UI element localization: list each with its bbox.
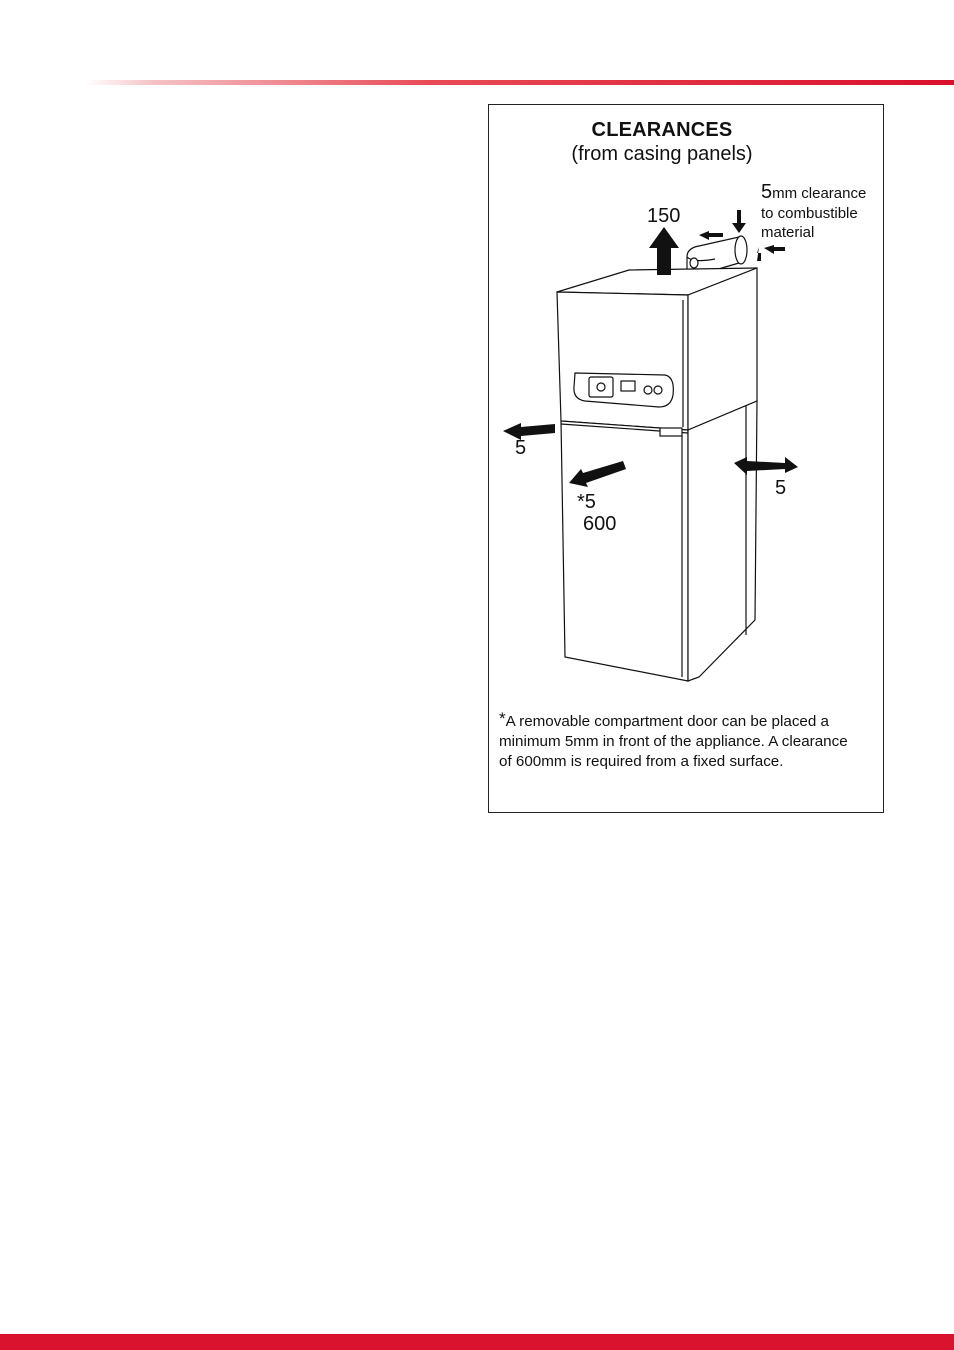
footnote-line3: of 600mm is required from a fixed surface. <box>499 753 784 770</box>
flue-clearance-note <box>761 183 885 243</box>
figure-subtitle: (from casing panels) <box>571 143 753 165</box>
label-front-star-clearance: *5 <box>577 491 596 513</box>
clearances-figure <box>488 104 884 813</box>
footnote-line2: minimum 5mm in front of the appliance. A clearance <box>499 733 848 750</box>
flue-clearance-value: 5 <box>761 181 773 203</box>
figure-footnote <box>499 709 881 772</box>
footnote-line1: A removable compartment door can be placed a <box>505 713 829 730</box>
arrow-up-icon <box>649 227 679 275</box>
footnote-star: * <box>499 709 506 728</box>
label-top-clearance: 150 <box>647 205 681 227</box>
label-right-clearance: 5 <box>775 477 787 499</box>
figure-title: CLEARANCES <box>591 119 733 141</box>
flue-note-line1: mm clearance <box>772 185 867 202</box>
footer-band <box>0 1334 954 1350</box>
header-rule <box>0 80 954 85</box>
arrow-left-icon <box>503 423 555 440</box>
label-left-clearance: 5 <box>515 437 527 459</box>
flue-note-line2: to combustible <box>761 204 858 222</box>
flue-note-line3: material <box>761 224 815 241</box>
label-front-clearance: 600 <box>583 513 617 535</box>
